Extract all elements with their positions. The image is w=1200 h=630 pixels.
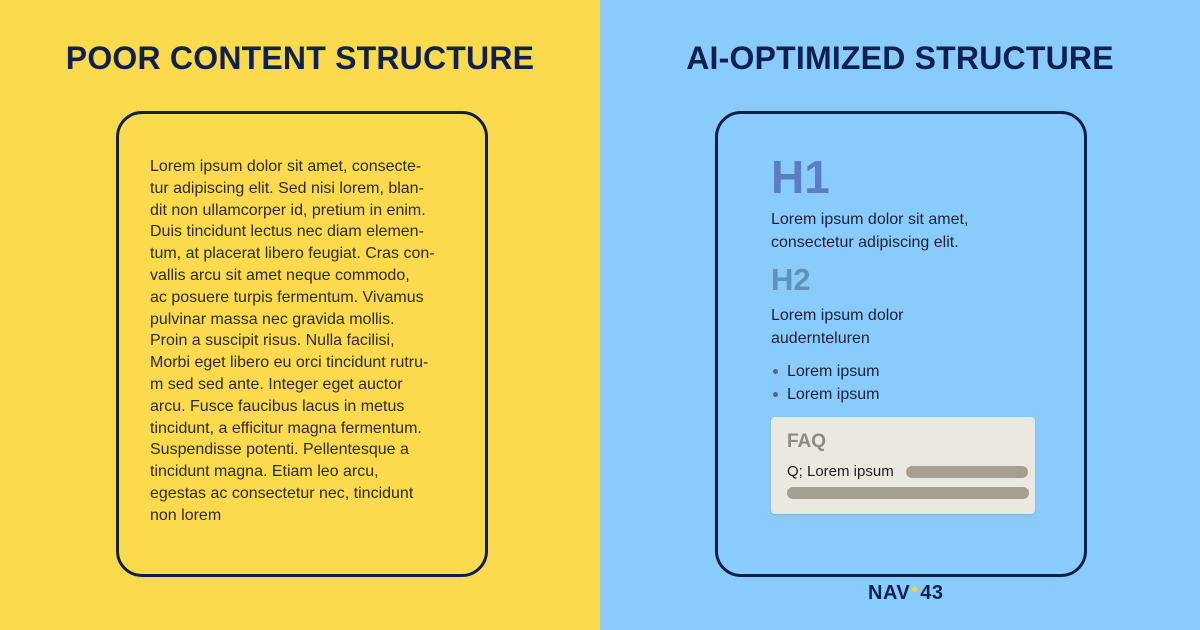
paragraph-line: tincidunt magna. Etiam leo arcu,: [150, 463, 379, 481]
ai-optimized-card: [715, 111, 1087, 577]
paragraph-line: arcu. Fusce faucibus lacus in metus: [150, 397, 405, 415]
paragraph-line: Morbi eget libero eu orci tincidunt rutru-: [150, 354, 429, 372]
paragraph-line: ac posuere turpis fermentum. Vivamus: [150, 288, 424, 306]
faq-title: FAQ: [787, 431, 827, 452]
faq-question: Q; Lorem ipsum: [787, 463, 894, 480]
list-item-text: Lorem ipsum: [787, 386, 880, 403]
right-panel-ai-optimized: [600, 0, 1200, 630]
paragraph-line: tur adipiscing elit. Sed nisi lorem, blan-: [150, 179, 424, 197]
paragraph-line: pulvinar massa nec gravida mollis.: [150, 310, 395, 328]
paragraph-line: Proin a suscipit risus. Nulla facilisi,: [150, 332, 395, 350]
faq-box: [771, 417, 1035, 514]
paragraph-line: vallis arcu sit amet neque commodo,: [150, 266, 410, 284]
logo-text-nav: NAV: [868, 582, 911, 604]
bullet-list: [771, 360, 879, 406]
bullet-dot-icon: [773, 392, 778, 397]
placeholder-bar-question: [906, 466, 1028, 478]
paragraph-line: Lorem ipsum dolor sit amet, consecte-: [150, 158, 422, 175]
paragraph-line: Duis tincidunt lectus nec diam elemen-: [150, 223, 424, 241]
bullet-dot-icon: [773, 369, 778, 374]
h1-heading-label: H1: [771, 151, 830, 203]
list-item: [771, 360, 879, 383]
h1-paragraph-line: consectetur adipiscing elit.: [771, 234, 959, 251]
paragraph-line: non lorem: [150, 506, 222, 524]
nav43-logo: [868, 582, 944, 605]
paragraph-line: Suspendisse potenti. Pellentesque a: [150, 441, 409, 459]
paragraph-line: dit non ullamcorper id, pretium in enim.: [150, 201, 426, 219]
list-item: [771, 383, 879, 406]
paragraph-line: m sed sed ante. Integer eget auctor: [150, 375, 403, 393]
paragraph-line: tum, at placerat libero feugiat. Cras con-: [150, 245, 435, 263]
h1-paragraph: [771, 208, 1071, 254]
poor-structure-card: [116, 111, 488, 577]
left-heading: POOR CONTENT STRUCTURE: [65, 40, 535, 76]
right-heading: AI-OPTIMIZED STRUCTURE: [686, 40, 1114, 76]
logo-text-43: 43: [920, 582, 944, 604]
paragraph-line: tincidunt, a efficitur magna fermentum.: [150, 419, 422, 437]
placeholder-bar-answer: [787, 487, 1029, 499]
logo-spark-icon: [910, 589, 920, 599]
h2-paragraph-line: audernteluren: [771, 330, 870, 347]
h2-paragraph: [771, 304, 1071, 350]
list-item-text: Lorem ipsum: [787, 363, 880, 380]
h2-paragraph-line: Lorem ipsum dolor: [771, 307, 904, 324]
unstructured-paragraph: [150, 156, 470, 527]
paragraph-line: egestas ac consectetur nec, tincidunt: [150, 484, 414, 502]
h1-paragraph-line: Lorem ipsum dolor sit amet,: [771, 211, 969, 228]
h2-heading-label: H2: [771, 262, 811, 297]
